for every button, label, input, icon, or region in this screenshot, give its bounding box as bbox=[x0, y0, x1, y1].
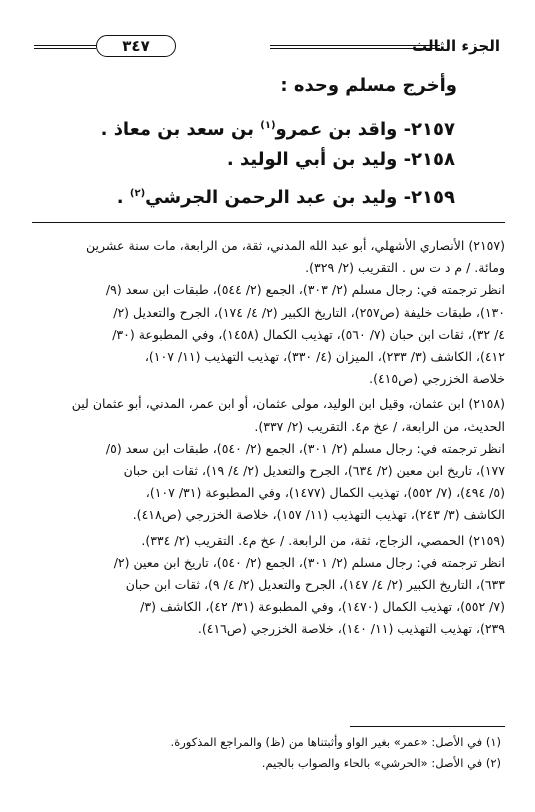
note-line: انظر ترجمته في: رجال مسلم (٢/ ٣٠٣)، الجمع (٢/ ٥٤٤)، طبقات ابن سعد (٩/ bbox=[105, 282, 505, 298]
section-divider bbox=[32, 222, 505, 223]
footnote-mark-2: (٢) bbox=[129, 188, 146, 199]
running-header bbox=[34, 36, 500, 58]
note-line: ١٧٧)، تاريخ ابن معين (٢/ ٦٣٤)، الجرح والتعديل (٢/ ٤/ ١٩)، ثقات ابن حبان bbox=[123, 463, 505, 479]
note-line: خلاصة الخزرجي (ص٤١٥). bbox=[369, 371, 505, 387]
footnote-1: (١) في الأصل: «عمر» بغير الواو وأثبتناها من (ظ) والمراجع المذكورة. bbox=[170, 735, 501, 749]
note-line: ٦٣٣)، التاريخ الكبير (٢/ ٤/ ١٤٧)، الجرح والتعديل (٢/ ٤/ ٩)، ثقات ابن حبان bbox=[125, 577, 505, 593]
note-2157 bbox=[30, 235, 505, 390]
note-line: (٢١٥٧) الأنصاري الأشهلي، أبو عبد الله المدني، ثقة، من الرابعة، مات سنة عشرين bbox=[86, 238, 505, 253]
note-line: انظر ترجمته في: رجال مسلم (٢/ ٣٠١)، الجمع (٢/ ٥٤٠)، طبقات ابن سعد (٥/ bbox=[105, 440, 505, 456]
note-line: (٧/ ٥٥٢)، تهذيب الكمال (١٤٧٠)، وفي المطبوعة (٣١/ ٤٢)، الكاشف (٣/ bbox=[140, 599, 505, 615]
note-line: ١٣٠)، طبقات خليفة (ص٢٥٧)، التاريخ الكبير (٢/ ٤/ ١٧٤)، الجرح والتعديل (٢/ bbox=[113, 304, 505, 320]
note-line: ومائة. / م د ت س . التقريب (٢/ ٣٢٩). bbox=[305, 260, 505, 276]
entry-2159: ٢١٥٩- وليد بن عبد الرحمن الجرشي$^{(٢)}$ . bbox=[116, 187, 455, 208]
note-line: انظر ترجمته في: رجال مسلم (٢/ ٣٠١)، الجمع (٢/ ٥٤٠)، تاريخ ابن معين (٢/ bbox=[113, 554, 505, 570]
note-line: الحديث، من الرابعة، / عخ م٤. التقريب (٢/ ٣٣٧). bbox=[254, 418, 505, 434]
note-2158 bbox=[30, 393, 505, 526]
note-line: (٢١٥٩) الحمصي، الزجاج، ثقة، من الرابعة. / عخ م٤. التقريب (٢/ ٣٣٤). bbox=[141, 532, 505, 548]
note-line: (٥/ ٤٩٤)، (٧/ ٥٥٢)، تهذيب الكمال (١٤٧٧)، وفي المطبوعة (٣١/ ١٠٧)، bbox=[145, 485, 505, 501]
header-title: الجزء الثالث bbox=[412, 37, 500, 55]
header-rule-left bbox=[34, 45, 96, 49]
note-line: ٤١٢)، الكاشف (٣/ ٢٣٣)، الميزان (٤/ ٣٣٠)، تهذيب التهذيب (١١/ ١٠٧)، bbox=[144, 349, 505, 365]
page-number: ٣٤٧ bbox=[96, 35, 176, 57]
footnote-mark-1: (١) bbox=[260, 120, 276, 131]
note-2159 bbox=[30, 530, 505, 641]
header-rule-right bbox=[270, 45, 440, 49]
footnote-2: (٢) في الأصل: «الحرشي» بالحاء والصواب بالجيم. bbox=[261, 756, 501, 770]
note-line: (٢١٥٨) ابن عثمان، وقيل ابن الوليد، مولى عثمان، أو ابن عمر، المدني، أبو عثمان لين bbox=[71, 396, 505, 412]
entry-2157: ٢١٥٧- واقد بن عمرو$^{(١)}$ بن سعد بن معاذ . bbox=[100, 119, 455, 140]
section-lead: وأخرج مسلم وحده : bbox=[280, 75, 457, 96]
note-line: ٤/ ٣٢)، ثقات ابن حبان (٧/ ٥٦٠)، تهذيب الكمال (١٤٥٨)، وفي المطبوعة (٣٠/ bbox=[112, 326, 505, 342]
footnote-divider bbox=[350, 726, 505, 727]
biography-notes bbox=[30, 235, 505, 644]
note-line: ٢٣٩)، تهذيب التهذيب (١١/ ١٤٠)، خلاصة الخزرجي (ص٤١٦). bbox=[197, 621, 505, 637]
note-line: الكاشف (٣/ ٢٤٣)، تهذيب التهذيب (١١/ ١٥٧)، خلاصة الخزرجي (ص٤١٨). bbox=[132, 507, 505, 523]
entry-2158: ٢١٥٨- وليد بن أبي الوليد . bbox=[226, 149, 455, 170]
